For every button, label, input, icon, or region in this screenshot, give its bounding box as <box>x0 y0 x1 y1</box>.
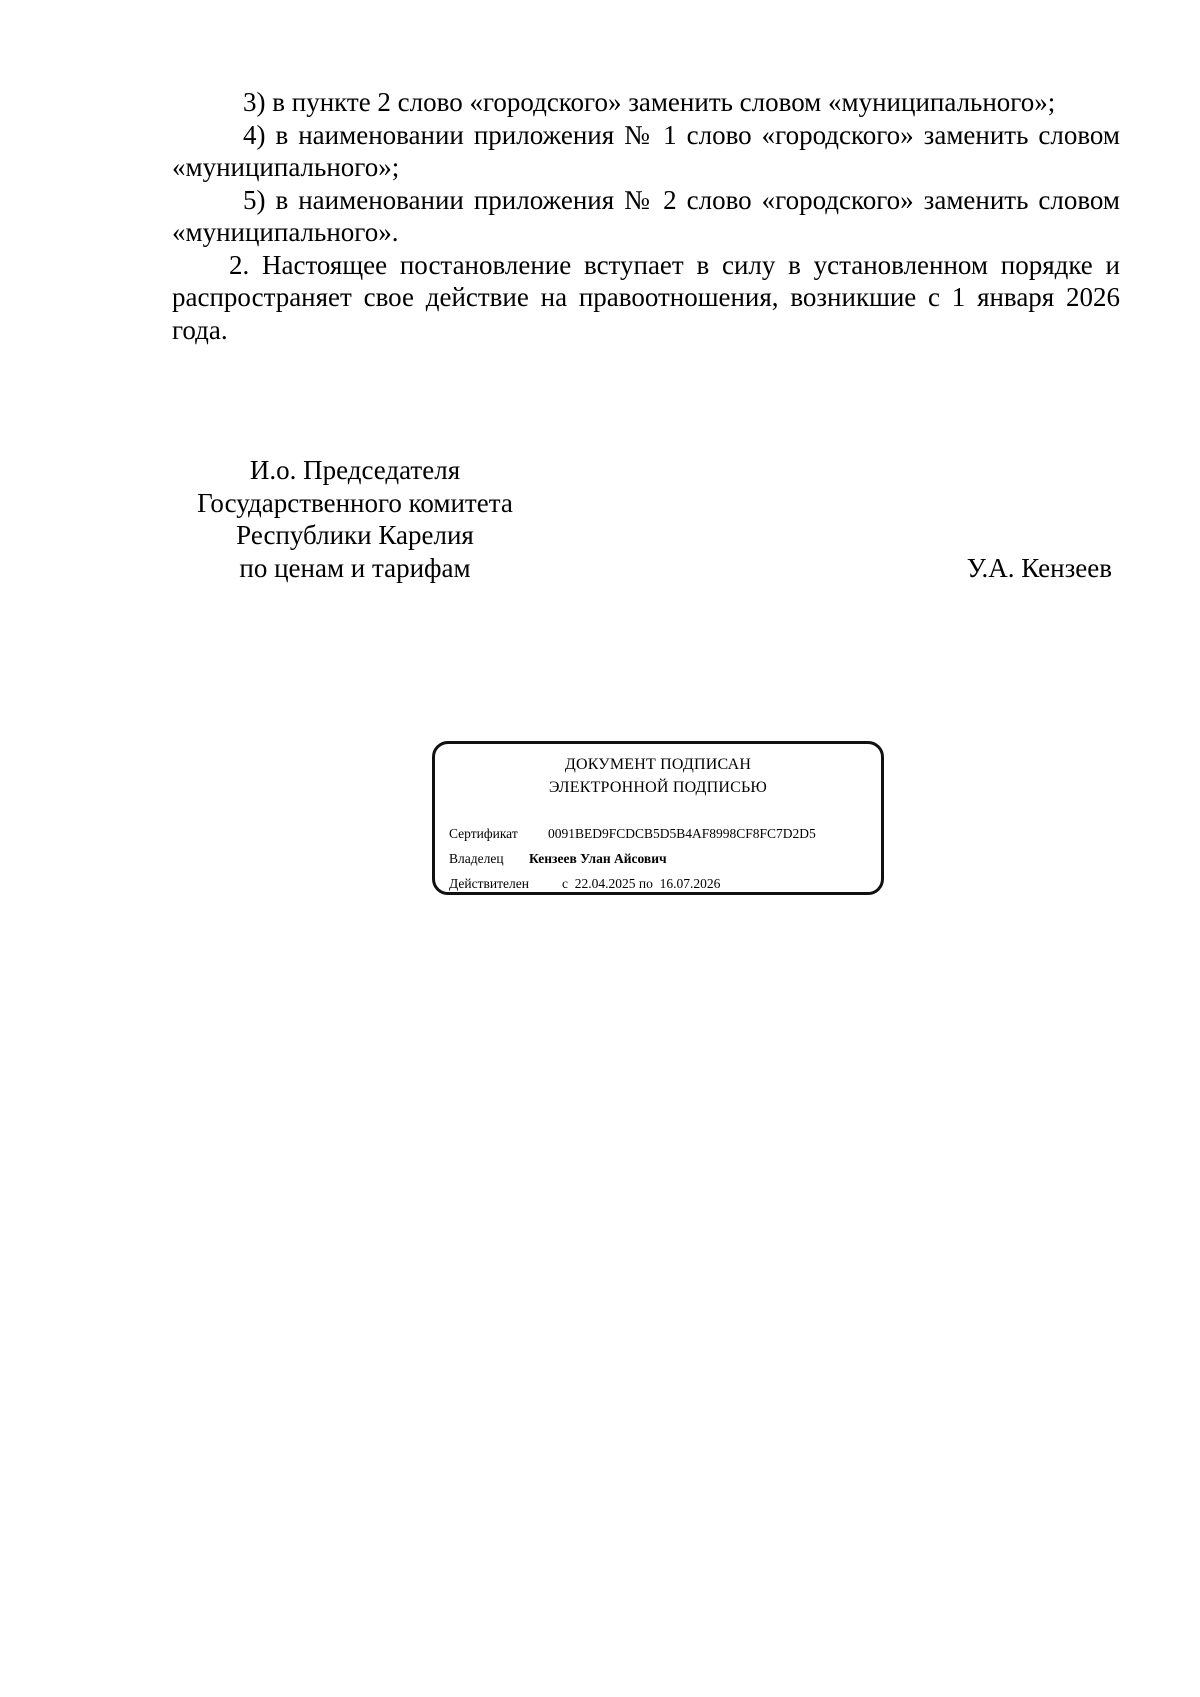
owner-value: Кензеев Улан Айсович <box>529 851 667 866</box>
valid-to-date: 16.07.2026 <box>659 876 721 891</box>
validity-label: Действителен <box>449 876 529 891</box>
valid-from-prefix: с <box>562 876 568 891</box>
paragraph-point-2: 2. Настоящее постановление вступает в силу в установленном порядке и распространяет свое действие на правоотношения, возникшие с 1 января 2026 года. <box>172 249 1120 345</box>
owner-label: Владелец <box>449 851 504 866</box>
signatory-position-line: по ценам и тарифам <box>239 552 471 583</box>
signatory-position-line: Республики Карелия <box>236 520 474 550</box>
paragraph-item-3: 3) в пункте 2 слово «городского» заменить словом «муниципального»; <box>243 87 1056 117</box>
stamp-certificate-row <box>449 825 816 843</box>
electronic-signature-stamp <box>432 741 884 895</box>
valid-to-prefix: по <box>638 876 653 891</box>
signatory-position-line: Государственного комитета <box>197 487 513 518</box>
stamp-validity-row <box>449 875 720 893</box>
certificate-value: 0091BED9FCDCB5D5B4AF8998CF8FC7D2D5 <box>548 826 816 841</box>
stamp-title-line: ДОКУМЕНТ ПОДПИСАН <box>564 756 752 773</box>
paragraph-item-4: 4) в наименовании приложения № 1 слово «городского» заменить словом «муниципального»; <box>172 119 1120 182</box>
stamp-title <box>435 753 881 799</box>
document-body <box>172 86 1120 346</box>
valid-from-date: 22.04.2025 <box>574 876 636 891</box>
paragraph-item-5: 5) в наименовании приложения № 2 слово «городского» заменить словом «муниципального». <box>172 184 1120 247</box>
certificate-label: Сертификат <box>449 826 518 841</box>
signatory-position-line: И.о. Председателя <box>249 455 461 485</box>
signer-name: У.А. Кензеев <box>966 553 1112 583</box>
stamp-title-line: ЭЛЕКТРОННОЙ ПОДПИСЬЮ <box>548 779 768 796</box>
stamp-owner-row <box>449 850 667 868</box>
signatory-position <box>160 454 550 584</box>
